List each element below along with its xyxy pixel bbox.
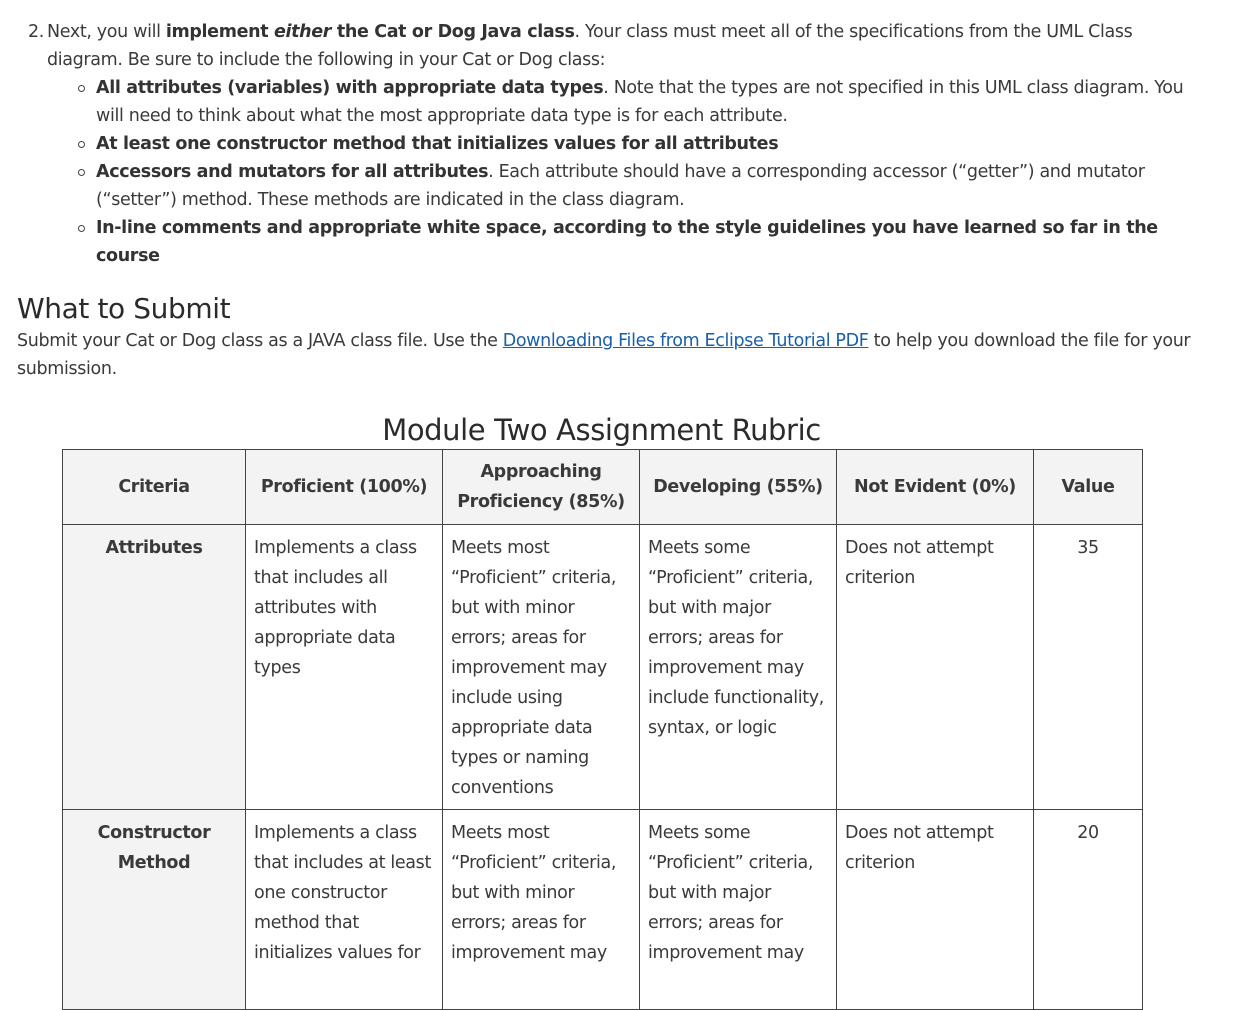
approaching-cell: Meets most “Proficient” criteria, but with minor errors; areas for improvement may include using appropriate data types or naming conventions: [443, 525, 640, 810]
step-body: [28, 18, 1208, 270]
table-row: [63, 810, 1143, 1010]
value-cell: 35: [1034, 525, 1143, 810]
requirement-title: At least one constructor method that initializes values for all attributes: [96, 134, 779, 154]
step-emphasis-italic: either: [273, 22, 332, 42]
approaching-cell: Meets most “Proficient” criteria, but with minor errors; areas for improvement may: [443, 810, 640, 1010]
requirement-title: In-line comments and appropriate white space, according to the style guidelines you have learned so far in the course: [96, 218, 1158, 266]
not-evident-cell: Does not attempt criterion: [837, 525, 1034, 810]
table-header-row: [63, 450, 1143, 525]
column-header-value: Value: [1034, 450, 1143, 525]
proficient-cell: Implements a class that includes all attributes with appropriate data types: [246, 525, 443, 810]
rubric-table: [62, 449, 1143, 1010]
value-cell: 20: [1034, 810, 1143, 1010]
step-intro-text: Next, you will: [47, 22, 166, 42]
step-emphasis: implement: [165, 22, 274, 42]
requirements-list: [47, 74, 1208, 270]
proficient-cell: Implements a class that includes at least one constructor method that initializes values for: [246, 810, 443, 1010]
submit-text: Submit your Cat or Dog class as a JAVA class file. Use the: [17, 331, 503, 351]
criteria-cell: Attributes: [63, 525, 246, 810]
not-evident-cell: Does not attempt criterion: [837, 810, 1034, 1010]
instruction-step: [28, 18, 1208, 270]
requirement-title: All attributes (variables) with appropriate data types: [96, 78, 604, 98]
bullet-icon: [78, 85, 85, 92]
column-header-criteria: Criteria: [63, 450, 246, 525]
step-emphasis-class: the Cat or Dog Java class: [331, 22, 575, 42]
column-header-not-evident: Not Evident (0%): [837, 450, 1034, 525]
rubric-caption: Module Two Assignment Rubric: [382, 413, 821, 447]
bullet-icon: [78, 141, 85, 148]
list-item: [47, 74, 1208, 130]
step-intro: [47, 18, 1208, 74]
requirement-detail: . Each attribute should have a corresponding accessor (“getter”) and mutator (“setter”) method. These methods are indicated in the class diagram.: [96, 162, 1145, 210]
column-header-proficient: Proficient (100%): [246, 450, 443, 525]
criteria-cell: Constructor Method: [63, 810, 246, 1010]
column-header-approaching: Approaching Proficiency (85%): [443, 450, 640, 525]
list-item: [47, 214, 1208, 270]
developing-cell: Meets some “Proficient” criteria, but with major errors; areas for improvement may include functionality, syntax, or logic: [640, 525, 837, 810]
what-to-submit-heading: What to Submit: [17, 292, 231, 325]
bullet-icon: [78, 225, 85, 232]
list-item: [47, 130, 1208, 158]
requirement-title: Accessors and mutators for all attributes: [96, 162, 489, 182]
submit-paragraph: [17, 327, 1207, 383]
tutorial-pdf-link[interactable]: Downloading Files from Eclipse Tutorial PDF: [502, 331, 869, 351]
developing-cell: Meets some “Proficient” criteria, but with major errors; areas for improvement may: [640, 810, 837, 1010]
bullet-icon: [78, 169, 85, 176]
list-item: [47, 158, 1208, 214]
column-header-developing: Developing (55%): [640, 450, 837, 525]
requirement-detail: . Note that the types are not specified in this UML class diagram. You will need to think about what the most appropriate data type is for each attribute.: [96, 78, 1184, 126]
step-intro-rest: . Your class must meet all of the specifications from the UML Class diagram. Be sure to include the following in your Cat or Dog class:: [47, 22, 1133, 70]
table-row: [63, 525, 1143, 810]
submit-text-rest: to help you download the file for your submission.: [17, 331, 1191, 379]
step-number: 2.: [28, 22, 44, 42]
